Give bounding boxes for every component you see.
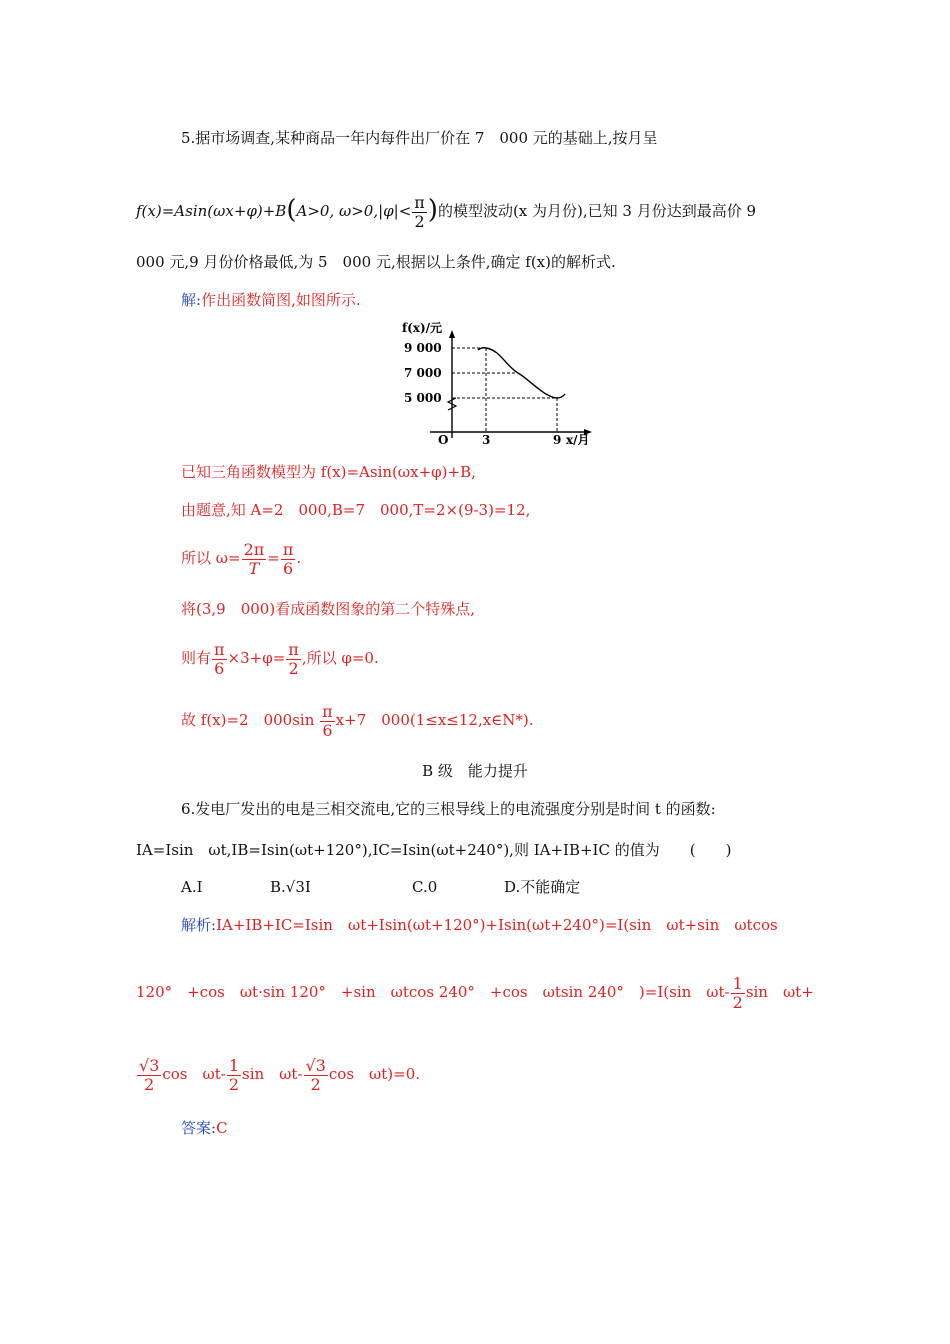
- y-axis-arrow: [449, 330, 455, 338]
- answer-label: 答案:: [181, 1119, 217, 1137]
- fraction-numerator: π: [322, 701, 333, 721]
- option-a: A.I: [181, 878, 203, 896]
- step5-middle: ×3+φ=: [227, 649, 286, 667]
- fraction-numerator: π: [414, 192, 425, 212]
- solution5-step6: [181, 698, 534, 742]
- solution5-intro-line: [181, 290, 361, 310]
- left-paren: (: [286, 195, 297, 225]
- analysis-label: 解析:: [181, 916, 217, 934]
- section-b-heading: B 级 能力提升: [422, 762, 528, 780]
- function-graph: [400, 320, 600, 445]
- frac-pi-over-6: [281, 541, 296, 578]
- fraction-denominator: 6: [322, 720, 333, 740]
- problem5-line3: 000 元,9 月份价格最低,为 5 000 元,根据以上条件,确定 f(x)的解析式.: [136, 253, 616, 271]
- frac-pi-over-6: [320, 703, 335, 740]
- analysis-line3-part-c: cos ωt)=0.: [328, 1065, 421, 1083]
- fraction-numerator: π: [214, 639, 225, 659]
- solution5-step3: [181, 536, 301, 580]
- analysis6-line2: [136, 970, 814, 1014]
- fraction-denominator: 2: [732, 992, 743, 1012]
- step5-prefix: 则有: [181, 649, 212, 667]
- pi-over-2-fraction: [412, 194, 427, 231]
- frac-sqrt3-over-2: [137, 1057, 161, 1094]
- fraction-numerator: 1: [732, 973, 743, 993]
- fraction-denominator: 2: [228, 1074, 240, 1094]
- frac-2pi-over-T: [242, 541, 267, 578]
- fraction-denominator: 6: [214, 658, 225, 678]
- analysis-line1-text: IA+IB+IC=Isin ωt+Isin(ωt+120°)+Isin(ωt+240°)=I(sin ωt+sin ωtcos: [216, 916, 778, 934]
- fraction-numerator: π: [282, 539, 294, 559]
- fraction-numerator: π: [288, 639, 299, 659]
- fraction-denominator: 2: [310, 1074, 321, 1094]
- solution-intro: 作出函数简图,如图所示.: [201, 291, 361, 309]
- answer-line: [181, 1118, 228, 1138]
- right-paren: ): [427, 195, 438, 225]
- curve: [478, 348, 565, 398]
- graph-xlabel: x/月: [566, 433, 590, 445]
- xtick-9: 9: [553, 433, 562, 445]
- frac-pi-over-6: [212, 641, 227, 678]
- answer-value: C: [216, 1119, 228, 1137]
- frac-sqrt3-over-2: [304, 1057, 328, 1094]
- analysis-line2-end: sin ωt+: [745, 983, 814, 1001]
- analysis-line3-part-a: cos ωt-: [162, 1065, 226, 1083]
- ytick-5000: 5 000: [404, 391, 442, 405]
- analysis6-line1: [181, 915, 778, 935]
- problem5-conditions: A>0, ω>0,|φ|<: [296, 202, 412, 220]
- step6-end: x+7 000(1≤x≤12,x∈N*).: [335, 711, 534, 729]
- problem6-line2: IA=Isin ωt,IB=Isin(ωt+120°),IC=Isin(ωt+240°),则 IA+IB+IC 的值为 ( ): [136, 841, 732, 859]
- problem5-line1: 5.据市场调查,某种商品一年内每件出厂价在 7 000 元的基础上,按月呈: [181, 129, 658, 147]
- step5-end: ,所以 φ=0.: [301, 649, 379, 667]
- problem6-line1: 6.发电厂发出的电是三相交流电,它的三根导线上的电流强度分别是时间 t 的函数:: [181, 800, 716, 818]
- solution5-step1: 已知三角函数模型为 f(x)=Asin(ωx+φ)+B,: [181, 463, 476, 481]
- option-c: C.0: [412, 878, 438, 896]
- analysis-line3-part-b: sin ωt-: [242, 1065, 303, 1083]
- frac-1-over-2: [227, 1057, 241, 1094]
- equals-sign: =: [267, 549, 280, 567]
- solution5-step4: 将(3,9 000)看成函数图象的第二个特殊点,: [181, 600, 475, 618]
- solution5-step2: 由题意,知 A=2 000,B=7 000,T=2×(9-3)=12,: [181, 501, 531, 519]
- fraction-denominator: 2: [144, 1074, 155, 1094]
- step3-end: .: [296, 549, 302, 567]
- solution-label: 解:: [181, 291, 202, 309]
- graph-ylabel: f(x)/元: [402, 321, 443, 335]
- fraction-numerator: 2π: [243, 539, 265, 559]
- xtick-3: 3: [482, 433, 491, 445]
- analysis-line2-prefix: 120° +cos ωt·sin 120° +sin ωtcos 240° +cos ωtsin 240° )=I(sin ωt-: [136, 983, 730, 1001]
- frac-pi-over-2: [286, 641, 301, 678]
- problem5-formula: f(x)=Asin(ωx+φ)+B: [136, 202, 287, 220]
- step6-prefix: 故 f(x)=2 000sin: [181, 711, 320, 729]
- fraction-denominator: T: [248, 558, 260, 578]
- fraction-denominator: 2: [414, 211, 425, 231]
- frac-1-over-2: [731, 975, 745, 1012]
- graph-origin: O: [438, 433, 449, 445]
- option-d: D.不能确定: [504, 878, 581, 896]
- option-b: B.√3I: [270, 878, 311, 896]
- analysis6-line3: [136, 1052, 420, 1096]
- step3-prefix: 所以 ω=: [181, 549, 241, 567]
- fraction-denominator: 2: [288, 658, 299, 678]
- fraction-numerator: √3: [305, 1055, 326, 1075]
- ytick-9000: 9 000: [404, 341, 442, 355]
- axis-break-mark: [448, 398, 456, 410]
- ytick-7000: 7 000: [404, 366, 442, 380]
- problem5-line2: [136, 190, 756, 230]
- fraction-denominator: 6: [283, 558, 294, 578]
- fraction-numerator: √3: [139, 1055, 160, 1075]
- solution5-step5: [181, 636, 379, 680]
- fraction-numerator: 1: [228, 1055, 240, 1075]
- problem5-line2-tail: 的模型波动(x 为月份),已知 3 月份达到最高价 9: [437, 202, 757, 220]
